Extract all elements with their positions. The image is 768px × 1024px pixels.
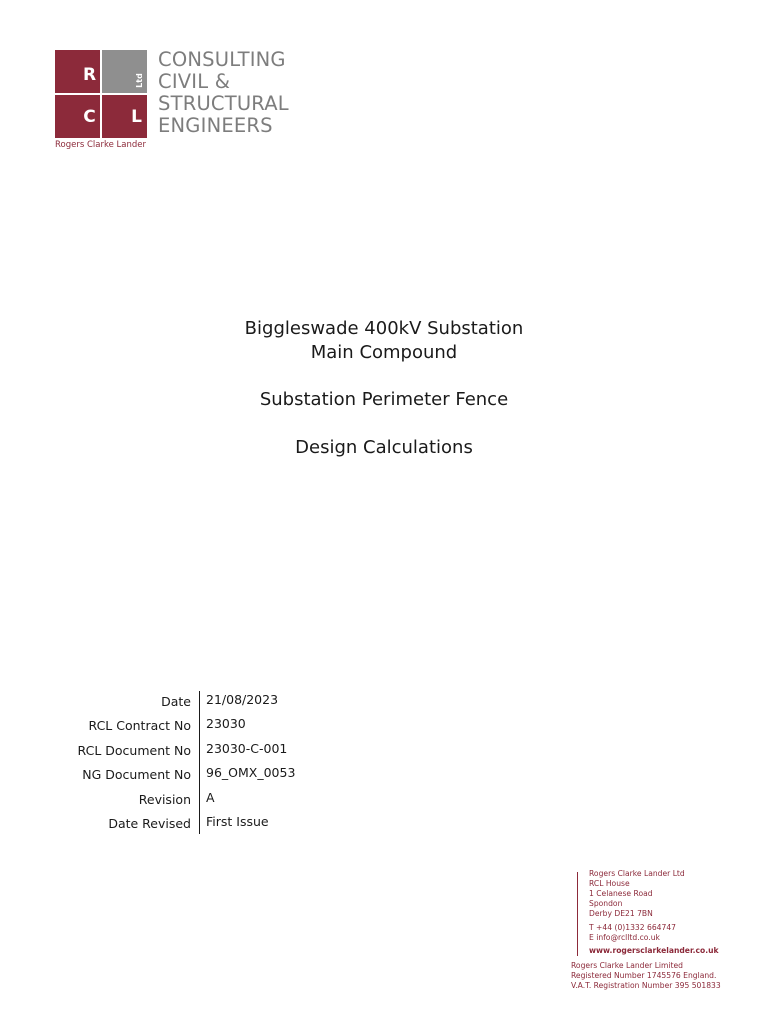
registration-line-3: V.A.T. Registration Number 395 501833 bbox=[571, 981, 721, 990]
address-website-link[interactable]: www.rogersclarkelander.co.uk bbox=[589, 946, 719, 955]
info-row-date-revised bbox=[60, 812, 360, 836]
logo-word-consulting: CONSULTING bbox=[158, 48, 286, 71]
logo-tile-c bbox=[55, 95, 100, 138]
document-info-table bbox=[60, 690, 360, 836]
logo-wordmark bbox=[158, 49, 289, 137]
address-line-1: RCL House bbox=[589, 879, 630, 888]
logo-word-structural: STRUCTURAL bbox=[158, 92, 289, 115]
logo-letter-l: L bbox=[131, 106, 142, 127]
registration-line-2: Registered Number 1745576 England. bbox=[571, 971, 717, 980]
address-divider bbox=[577, 872, 578, 956]
info-value: 21/08/2023 bbox=[206, 692, 279, 707]
info-label: Revision bbox=[138, 791, 191, 807]
info-value: 23030-C-001 bbox=[206, 740, 288, 756]
info-label: Date bbox=[161, 694, 191, 709]
info-label: Date Revised bbox=[108, 815, 191, 831]
info-value: First Issue bbox=[206, 813, 269, 829]
address-line-3: Spondon bbox=[589, 899, 623, 908]
project-subtitle: Main Compound bbox=[310, 342, 458, 363]
info-value: A bbox=[206, 789, 215, 805]
info-row-ng-document-no bbox=[60, 763, 360, 787]
document-subject: Substation Perimeter Fence bbox=[259, 389, 509, 410]
logo-tile-ltd bbox=[102, 50, 147, 93]
company-address bbox=[589, 869, 719, 956]
info-row-revision bbox=[60, 788, 360, 812]
logo-tile-l bbox=[102, 95, 147, 138]
info-table-divider bbox=[199, 691, 200, 834]
info-value: 96_OMX_0053 bbox=[206, 765, 296, 781]
address-line-2: 1 Celanese Road bbox=[589, 889, 653, 898]
logo-word-civil: CIVIL & bbox=[158, 70, 231, 93]
info-row-contract-no bbox=[60, 714, 360, 738]
info-value: 23030 bbox=[206, 716, 246, 732]
logo-word-engineers: ENGINEERS bbox=[158, 114, 273, 137]
info-label: RCL Document No bbox=[77, 742, 191, 758]
info-label: RCL Contract No bbox=[88, 718, 191, 734]
document-type: Design Calculations bbox=[295, 437, 473, 458]
company-registration bbox=[571, 961, 721, 991]
info-label: NG Document No bbox=[82, 767, 191, 783]
address-telephone: T +44 (0)1332 664747 bbox=[589, 923, 676, 932]
logo-letter-r: R bbox=[82, 64, 97, 85]
logo-tagline: Rogers Clarke Lander bbox=[55, 140, 146, 150]
info-row-rcl-document-no bbox=[60, 739, 360, 763]
logo-mark bbox=[55, 50, 147, 138]
info-row-date bbox=[60, 690, 360, 714]
logo-tile-r bbox=[55, 50, 100, 93]
project-title: Biggleswade 400kV Substation bbox=[244, 318, 524, 339]
logo-letter-ltd: Ltd bbox=[134, 73, 144, 88]
registration-line-1: Rogers Clarke Lander Limited bbox=[571, 961, 684, 970]
address-company: Rogers Clarke Lander Ltd bbox=[589, 869, 685, 878]
company-logo bbox=[55, 50, 315, 160]
address-email: E info@rclltd.co.uk bbox=[589, 933, 660, 942]
address-line-4: Derby DE21 7BN bbox=[589, 909, 653, 918]
logo-letter-c: C bbox=[83, 106, 96, 127]
